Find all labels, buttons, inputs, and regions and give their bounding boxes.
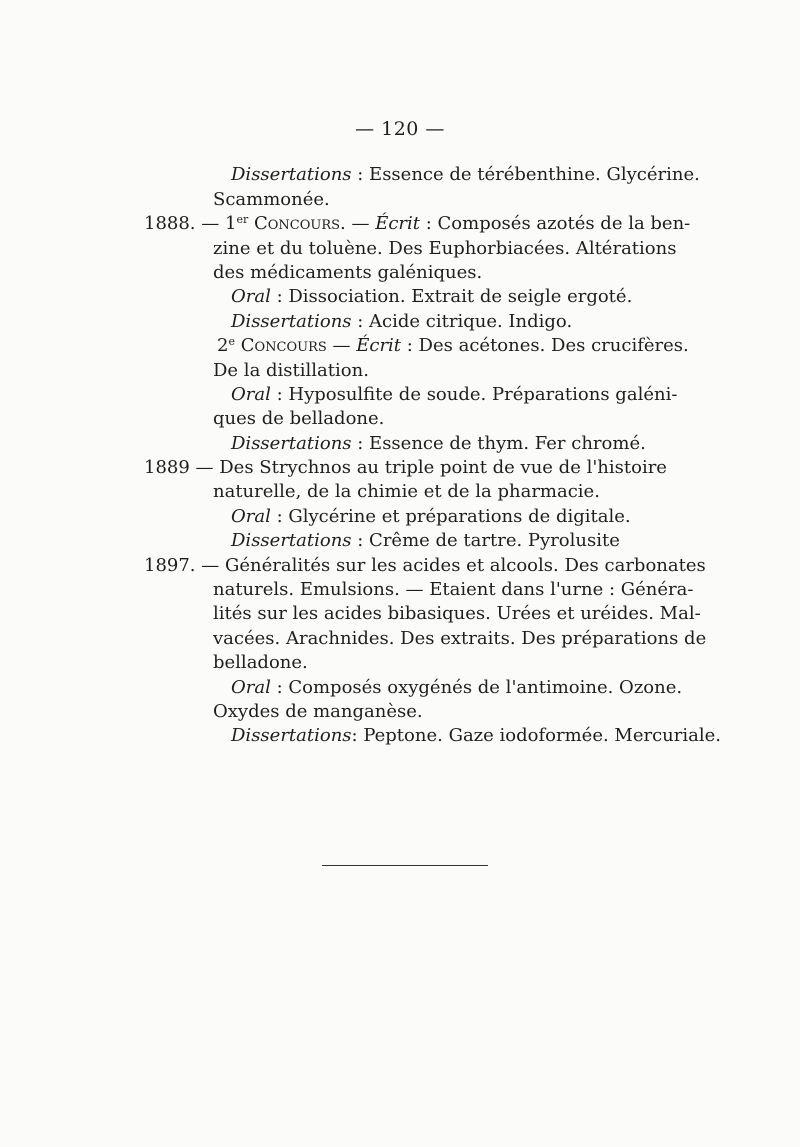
text-run: naturels. Emulsions. — Etaient dans l'urne : Généra- bbox=[213, 579, 694, 600]
text-run: Dissertations bbox=[231, 725, 352, 746]
text-line bbox=[213, 480, 600, 504]
text-run: Dissertations bbox=[231, 311, 352, 332]
text-run: vacées. Arachnides. Des extraits. Des préparations de bbox=[213, 628, 707, 649]
text-line bbox=[213, 602, 701, 626]
text-line bbox=[213, 627, 707, 651]
text-line bbox=[231, 676, 683, 700]
text-run: Dissertations bbox=[231, 433, 352, 454]
text-run: ques de belladone. bbox=[213, 408, 385, 429]
text-line bbox=[144, 554, 706, 578]
text-line bbox=[217, 334, 689, 358]
text-line bbox=[231, 505, 631, 529]
text-run: 1889 — Des Strychnos au triple point de vue de l'histoire bbox=[144, 457, 667, 478]
text-run: 2 bbox=[217, 335, 229, 356]
text-run: : Composés oxygénés de l'antimoine. Ozone. bbox=[270, 677, 683, 698]
text-line bbox=[144, 456, 666, 480]
text-run: Scammonée. bbox=[213, 189, 330, 210]
text-line bbox=[213, 700, 423, 724]
text-line bbox=[213, 407, 384, 431]
text-line bbox=[144, 212, 691, 236]
text-line bbox=[231, 285, 632, 309]
text-run: : Acide citrique. Indigo. bbox=[351, 311, 573, 332]
text-run: naturelle, de la chimie et de la pharmacie. bbox=[213, 481, 600, 502]
text-run: : Essence de térébenthine. Glycérine. bbox=[351, 164, 700, 185]
text-run: er bbox=[236, 213, 249, 226]
text-run: lités sur les acides bibasiques. Urées et uréides. Mal- bbox=[213, 603, 701, 624]
text-run: Dissertations bbox=[231, 164, 352, 185]
text-run: Écrit bbox=[356, 335, 402, 356]
text-run: : Dissociation. Extrait de seigle ergoté. bbox=[270, 286, 633, 307]
text-run: : Essence de thym. Fer chromé. bbox=[351, 433, 646, 454]
text-run: : Peptone. Gaze iodoformée. Mercuriale. bbox=[351, 725, 721, 746]
text-line bbox=[231, 163, 700, 187]
text-line bbox=[231, 383, 678, 407]
text-run: Oral bbox=[231, 677, 271, 698]
text-run: Concours bbox=[240, 335, 327, 356]
text-run: Écrit bbox=[375, 213, 421, 234]
text-line bbox=[231, 432, 646, 456]
text-line bbox=[231, 310, 572, 334]
text-run: des médicaments galéniques. bbox=[213, 262, 483, 283]
text-run: Dissertations bbox=[231, 530, 352, 551]
text-run: zine et du toluène. Des Euphorbiacées. Altérations bbox=[213, 238, 677, 259]
text-line bbox=[213, 651, 308, 675]
text-run: 1897. — Généralités sur les acides et alcools. Des carbonates bbox=[144, 555, 706, 576]
text-run: 1888. — 1 bbox=[144, 213, 237, 234]
text-line bbox=[213, 188, 330, 212]
text-line bbox=[213, 359, 369, 383]
end-rule bbox=[322, 865, 488, 866]
text-run: belladone. bbox=[213, 652, 308, 673]
text-run: : Composés azotés de la ben- bbox=[420, 213, 691, 234]
text-run: . — bbox=[340, 213, 376, 234]
text-line bbox=[213, 261, 482, 285]
text-run: Concours bbox=[253, 213, 341, 234]
text-run: De la distillation. bbox=[213, 360, 369, 381]
text-run: : Crême de tartre. Pyrolusite bbox=[351, 530, 620, 551]
text-run: e bbox=[228, 335, 235, 348]
text-run: — bbox=[326, 335, 357, 356]
text-run: : Des acétones. Des crucifères. bbox=[401, 335, 689, 356]
text-line bbox=[231, 529, 620, 553]
text-run: Oral bbox=[231, 286, 271, 307]
text-run: Oxydes de manganèse. bbox=[213, 701, 423, 722]
text-line bbox=[213, 237, 677, 261]
text-run: Oral bbox=[231, 506, 271, 527]
text-run: : Glycérine et préparations de digitale. bbox=[270, 506, 631, 527]
text-line bbox=[213, 578, 694, 602]
text-run: : Hyposulfite de soude. Préparations galéni- bbox=[270, 384, 678, 405]
page-number: — 120 — bbox=[355, 118, 445, 140]
text-line bbox=[231, 724, 721, 748]
text-run: Oral bbox=[231, 384, 271, 405]
